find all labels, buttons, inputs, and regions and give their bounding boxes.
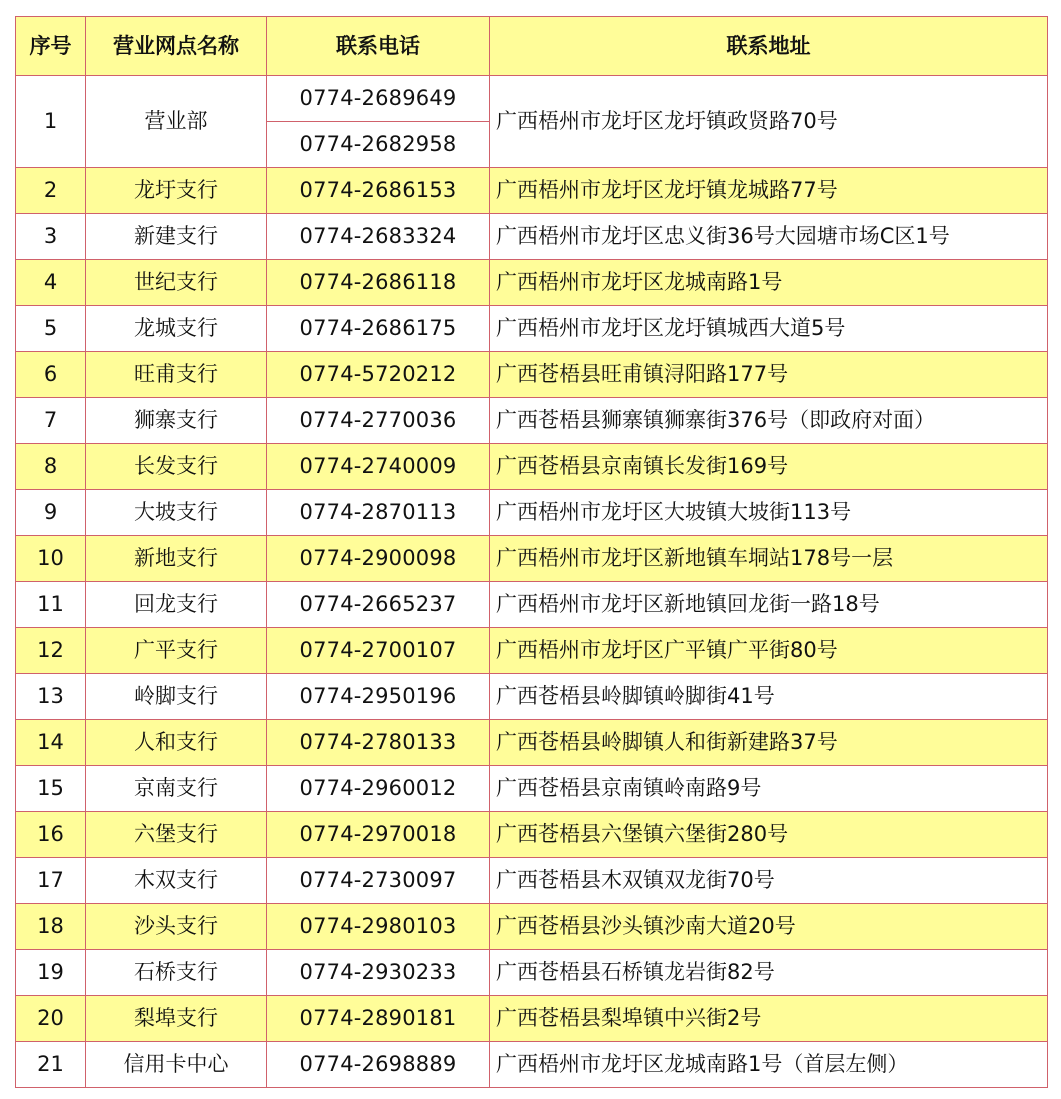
table-row xyxy=(16,536,1048,582)
row-name: 大坡支行 xyxy=(86,490,267,536)
row-phone: 0774-2890181 xyxy=(267,996,490,1042)
row-num: 8 xyxy=(16,444,86,490)
row-phone: 0774-2665237 xyxy=(267,582,490,628)
table-row xyxy=(16,76,1048,122)
row-num: 21 xyxy=(16,1042,86,1088)
header-address: 联系地址 xyxy=(490,17,1048,76)
row-name: 新建支行 xyxy=(86,214,267,260)
table-row xyxy=(16,260,1048,306)
row-address: 广西梧州市龙圩区龙城南路1号（首层左侧） xyxy=(490,1042,1048,1088)
row-phone: 0774-2686118 xyxy=(267,260,490,306)
table-row xyxy=(16,766,1048,812)
header-num: 序号 xyxy=(16,17,86,76)
row-phone: 0774-2900098 xyxy=(267,536,490,582)
row-name: 京南支行 xyxy=(86,766,267,812)
row-phone: 0774-2686153 xyxy=(267,168,490,214)
row-num: 11 xyxy=(16,582,86,628)
row-num: 3 xyxy=(16,214,86,260)
header-row xyxy=(16,17,1048,76)
row-num: 1 xyxy=(16,76,86,168)
table-row xyxy=(16,996,1048,1042)
row-phone: 0774-2770036 xyxy=(267,398,490,444)
row-name: 人和支行 xyxy=(86,720,267,766)
table-row xyxy=(16,628,1048,674)
row-phone: 0774-2930233 xyxy=(267,950,490,996)
row-name: 六堡支行 xyxy=(86,812,267,858)
row-num: 18 xyxy=(16,904,86,950)
row-address: 广西梧州市龙圩区新地镇回龙街一路18号 xyxy=(490,582,1048,628)
row-address: 广西梧州市龙圩区广平镇广平街80号 xyxy=(490,628,1048,674)
row-phone: 0774-2780133 xyxy=(267,720,490,766)
row-address: 广西苍梧县岭脚镇岭脚街41号 xyxy=(490,674,1048,720)
row-num: 4 xyxy=(16,260,86,306)
row-address: 广西梧州市龙圩区大坡镇大坡街113号 xyxy=(490,490,1048,536)
row-name: 回龙支行 xyxy=(86,582,267,628)
row-num: 2 xyxy=(16,168,86,214)
table-row xyxy=(16,168,1048,214)
row-address: 广西苍梧县石桥镇龙岩街82号 xyxy=(490,950,1048,996)
row-name: 旺甫支行 xyxy=(86,352,267,398)
row-name: 新地支行 xyxy=(86,536,267,582)
row-num: 7 xyxy=(16,398,86,444)
row-address: 广西苍梧县六堡镇六堡街280号 xyxy=(490,812,1048,858)
table-row xyxy=(16,444,1048,490)
row-address: 广西苍梧县岭脚镇人和街新建路37号 xyxy=(490,720,1048,766)
row-phone: 0774-2698889 xyxy=(267,1042,490,1088)
row-phone: 0774-2683324 xyxy=(267,214,490,260)
row-address: 广西苍梧县狮寨镇狮寨街376号（即政府对面） xyxy=(490,398,1048,444)
row-phone: 0774-2682958 xyxy=(267,122,490,168)
table-row xyxy=(16,398,1048,444)
row-num: 12 xyxy=(16,628,86,674)
header-phone: 联系电话 xyxy=(267,17,490,76)
table-row xyxy=(16,812,1048,858)
row-phone: 0774-2689649 xyxy=(267,76,490,122)
row-address: 广西苍梧县木双镇双龙街70号 xyxy=(490,858,1048,904)
row-address: 广西梧州市龙圩区龙圩镇政贤路70号 xyxy=(490,76,1048,168)
row-phone: 0774-2740009 xyxy=(267,444,490,490)
row-phone: 0774-2960012 xyxy=(267,766,490,812)
table-row xyxy=(16,858,1048,904)
row-num: 16 xyxy=(16,812,86,858)
row-name: 沙头支行 xyxy=(86,904,267,950)
table-row xyxy=(16,214,1048,260)
table-row xyxy=(16,352,1048,398)
row-phone: 0774-2870113 xyxy=(267,490,490,536)
table-row xyxy=(16,1042,1048,1088)
row-name: 世纪支行 xyxy=(86,260,267,306)
row-phone: 0774-2730097 xyxy=(267,858,490,904)
row-num: 10 xyxy=(16,536,86,582)
row-address: 广西梧州市龙圩区龙圩镇城西大道5号 xyxy=(490,306,1048,352)
row-phone: 0774-2970018 xyxy=(267,812,490,858)
row-address: 广西苍梧县沙头镇沙南大道20号 xyxy=(490,904,1048,950)
row-address: 广西梧州市龙圩区龙圩镇龙城路77号 xyxy=(490,168,1048,214)
row-num: 13 xyxy=(16,674,86,720)
row-address: 广西苍梧县京南镇岭南路9号 xyxy=(490,766,1048,812)
row-num: 19 xyxy=(16,950,86,996)
row-num: 5 xyxy=(16,306,86,352)
table-row xyxy=(16,674,1048,720)
row-address: 广西梧州市龙圩区龙城南路1号 xyxy=(490,260,1048,306)
row-address: 广西苍梧县梨埠镇中兴街2号 xyxy=(490,996,1048,1042)
table-row xyxy=(16,904,1048,950)
row-name: 木双支行 xyxy=(86,858,267,904)
table-row xyxy=(16,490,1048,536)
row-num: 9 xyxy=(16,490,86,536)
row-name: 龙城支行 xyxy=(86,306,267,352)
row-phone: 0774-2950196 xyxy=(267,674,490,720)
row-name: 岭脚支行 xyxy=(86,674,267,720)
row-num: 17 xyxy=(16,858,86,904)
row-address: 广西梧州市龙圩区忠义街36号大园塘市场C区1号 xyxy=(490,214,1048,260)
row-name: 长发支行 xyxy=(86,444,267,490)
row-num: 6 xyxy=(16,352,86,398)
table-row xyxy=(16,582,1048,628)
table-row xyxy=(16,306,1048,352)
row-name: 信用卡中心 xyxy=(86,1042,267,1088)
row-phone: 0774-2980103 xyxy=(267,904,490,950)
row-phone: 0774-5720212 xyxy=(267,352,490,398)
row-phone: 0774-2686175 xyxy=(267,306,490,352)
row-num: 15 xyxy=(16,766,86,812)
row-name: 石桥支行 xyxy=(86,950,267,996)
row-name: 广平支行 xyxy=(86,628,267,674)
row-num: 20 xyxy=(16,996,86,1042)
row-address: 广西苍梧县旺甫镇浔阳路177号 xyxy=(490,352,1048,398)
table-row xyxy=(16,950,1048,996)
header-name: 营业网点名称 xyxy=(86,17,267,76)
row-name: 狮寨支行 xyxy=(86,398,267,444)
row-address: 广西苍梧县京南镇长发街169号 xyxy=(490,444,1048,490)
table-body xyxy=(16,168,1048,1088)
table-row xyxy=(16,720,1048,766)
row-num: 14 xyxy=(16,720,86,766)
row-address: 广西梧州市龙圩区新地镇车垌站178号一层 xyxy=(490,536,1048,582)
row-phone: 0774-2700107 xyxy=(267,628,490,674)
row-name: 营业部 xyxy=(86,76,267,168)
branch-table xyxy=(15,16,1048,1088)
row-name: 龙圩支行 xyxy=(86,168,267,214)
row-name: 梨埠支行 xyxy=(86,996,267,1042)
